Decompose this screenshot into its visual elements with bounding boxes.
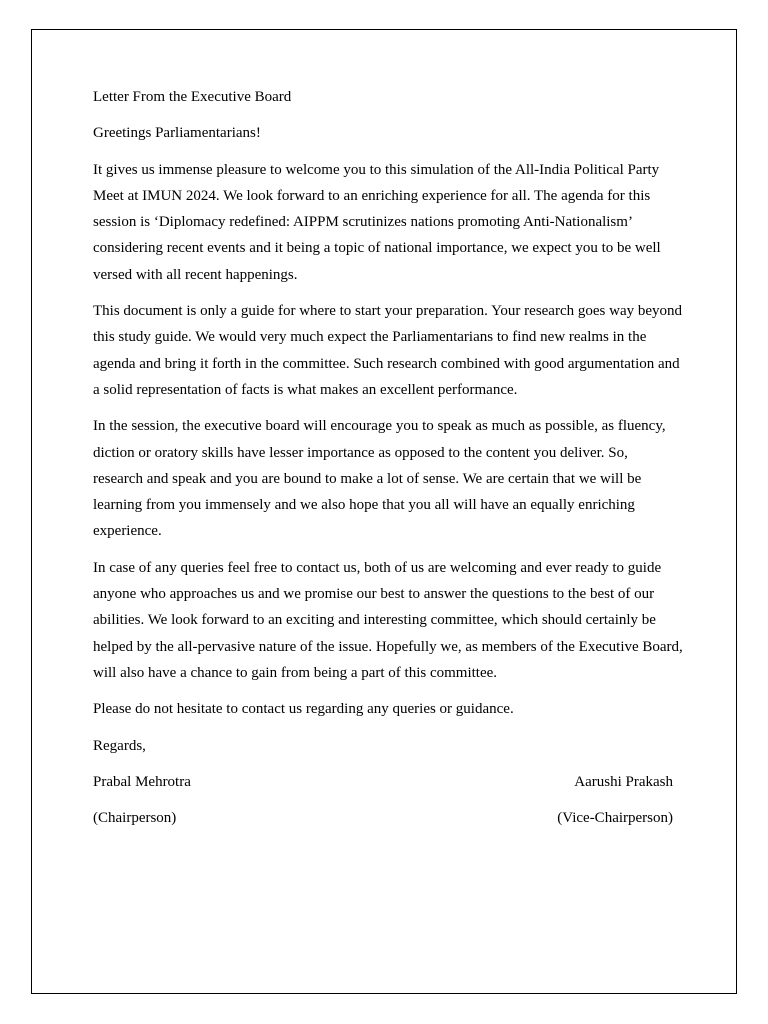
signatory-names (93, 769, 673, 795)
paragraph-preparation: This document is only a guide for where to start your preparation. Your research goes way beyond this study guide. We would very much expect the Parliamentarians to find new realms in the agenda and bring it forth in the committee. Such research combined with good argumentation and a solid representation of facts is what makes an excellent performance. (93, 303, 683, 398)
chairperson-role: (Chairperson) (93, 810, 177, 827)
sign-off: Regards, (93, 737, 146, 754)
greeting: Greetings Parliamentarians! (93, 125, 261, 142)
signatory-roles (93, 805, 673, 831)
chairperson-name: Prabal Mehrotra (93, 773, 191, 790)
vice-chairperson-name: Aarushi Prakash (574, 773, 673, 790)
letter-body (93, 84, 683, 841)
closing-line: Please do not hesitate to contact us regarding any queries or guidance. (93, 701, 514, 718)
vice-chairperson-role: (Vice-Chairperson) (557, 810, 673, 827)
paragraph-queries: In case of any queries feel free to contact us, both of us are welcoming and ever ready to guide anyone who approaches us and we promise our best to answer the questions to the best of our abilities. We look forward to an exciting and interesting committee, which should certainly be helped by the all-pervasive nature of the issue. Hopefully we, as members of the Executive Board, will also have a chance to gain from being a part of this committee. (93, 559, 683, 681)
paragraph-session: In the session, the executive board will encourage you to speak as much as possible, as fluency, diction or oratory skills have lesser importance as opposed to the content you deliver. So, research and speak and you are bound to make a lot of sense. We are certain that we will be learning from you immensely and we also hope that you all will have an equally enriching experience. (93, 418, 666, 540)
paragraph-welcome: It gives us immense pleasure to welcome you to this simulation of the All-India Political Party Meet at IMUN 2024. We look forward to an enriching experience for all. The agenda for this session is ‘Diplomacy redefined: AIPPM scrutinizes nations promoting Anti-Nationalism’ considering recent events and it being a topic of national importance, we expect you to be well versed with all recent happenings. (93, 161, 661, 283)
letter-title: Letter From the Executive Board (93, 89, 292, 105)
